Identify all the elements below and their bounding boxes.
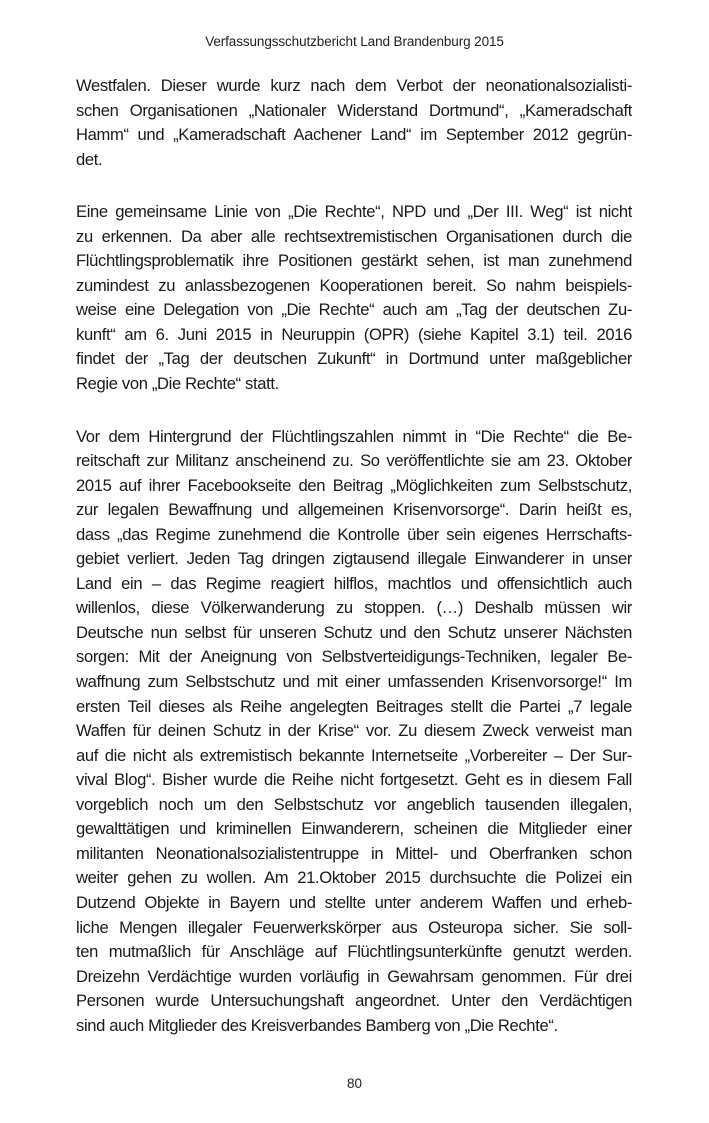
text-line: zu erkennen. Da aber alle rechtsextremistischen Organisationen durch die xyxy=(76,226,632,246)
page-header: Verfassungsschutzbericht Land Brandenburg 2015 xyxy=(205,34,504,49)
text-line: Regie von „Die Rechte“ statt. xyxy=(76,374,279,394)
paragraph-1 xyxy=(76,74,632,172)
paragraph-spacer xyxy=(76,172,632,200)
text-line: Flüchtlingsproblematik ihre Positionen gestärkt sehen, ist man zunehmend xyxy=(76,251,632,271)
text-line: weiter gehen zu wollen. Am 21.Oktober 2015 durchsuchte die Polizei ein xyxy=(76,868,632,888)
text-line: vival Blog“. Bisher wurde die Reihe nicht fortgesetzt. Geht es in diesem Fall xyxy=(76,770,632,790)
text-line: waffnung zum Selbstschutz und mit einer umfassenden Krisenvorsorge!“ Im xyxy=(76,672,632,692)
page-number: 80 xyxy=(346,1076,363,1091)
text-line: dass „das Regime zunehmend die Kontrolle über sein eigenes Herrschafts- xyxy=(76,524,632,544)
text-line: Vor dem Hintergrund der Flüchtlingszahlen nimmt in “Die Rechte“ die Be- xyxy=(76,426,632,446)
text-line: auf die nicht als extremistisch bekannte Internetseite „Vorbereiter – Der Sur- xyxy=(76,745,632,765)
text-line: Land ein – das Regime reagiert hilflos, machtlos und offensichtlich auch xyxy=(76,573,632,593)
text-line: zumindest zu anlassbezogenen Kooperationen bereit. So nahm beispiels- xyxy=(76,275,632,295)
text-line: Westfalen. Dieser wurde kurz nach dem Verbot der neonationalsozialisti- xyxy=(76,76,632,95)
text-line: sorgen: Mit der Aneignung von Selbstverteidigungs-Techniken, legaler Be- xyxy=(76,647,632,667)
text-line: gebiet verliert. Jeden Tag dringen zigtausend illegale Einwanderer in unser xyxy=(76,549,632,569)
text-line: Personen wurde Untersuchungshaft angeordnet. Unter den Verdächtigen xyxy=(76,991,632,1011)
text-line: vorgeblich noch um den Selbstschutz vor angeblich tausenden illegalen, xyxy=(76,794,632,814)
paragraph-2 xyxy=(76,200,632,396)
text-line: reitschaft zur Militanz anscheinend zu. So veröffentlichte sie am 23. Oktober xyxy=(76,451,632,471)
text-line: liche Mengen illegaler Feuerwerkskörper aus Osteuropa sicher. Sie soll- xyxy=(76,917,632,937)
text-line: militanten Neonationalsozialistentruppe in Mittel- und Oberfranken schon xyxy=(76,843,632,863)
text-line: sind auch Mitglieder des Kreisverbandes Bamberg von „Die Rechte“. xyxy=(76,1015,558,1035)
text-line: det. xyxy=(76,149,103,169)
text-line: Hamm“ und „Kameradschaft Aachener Land“ im September 2012 gegrün- xyxy=(76,125,632,145)
text-line: zur legalen Bewaffnung und allgemeinen Krisenvorsorge“. Darin heißt es, xyxy=(76,500,632,520)
text-line: Dutzend Objekte in Bayern und stellte unter anderem Waffen und erheb- xyxy=(76,892,632,912)
text-line: willenlos, diese Völkerwanderung zu stoppen. (…) Deshalb müssen wir xyxy=(76,598,632,618)
text-line: schen Organisationen „Nationaler Widerstand Dortmund“, „Kameradschaft xyxy=(76,100,632,120)
text-line: 2015 auf ihrer Facebookseite den Beitrag „Möglichkeiten zum Selbstschutz, xyxy=(76,475,632,495)
text-line: gewalttätigen und kriminellen Einwanderern, scheinen die Mitglieder einer xyxy=(76,819,632,839)
text-line: findet der „Tag der deutschen Zukunft“ in Dortmund unter maßgeblicher xyxy=(76,349,632,369)
paragraph-spacer xyxy=(76,397,632,425)
text-line: Waffen für deinen Schutz in der Krise“ vor. Zu diesem Zweck verweist man xyxy=(76,721,632,741)
text-line: ten mutmaßlich für Anschläge auf Flüchtlingsunterkünfte genutzt werden. xyxy=(76,942,632,962)
text-line: Dreizehn Verdächtige wurden vorläufig in Gewahrsam genommen. Für drei xyxy=(76,966,632,986)
text-line: kunft“ am 6. Juni 2015 in Neuruppin (OPR) (siehe Kapitel 3.1) teil. 2016 xyxy=(76,324,632,344)
paragraph-3 xyxy=(76,425,632,1039)
text-line: ersten Teil dieses als Reihe angelegten Beitrages stellt die Partei „7 legale xyxy=(76,696,632,716)
text-line: Eine gemeinsame Linie von „Die Rechte“, NPD und „Der III. Weg“ ist nicht xyxy=(76,202,632,222)
text-line: weise eine Delegation von „Die Rechte“ auch am „Tag der deutschen Zu- xyxy=(76,300,632,320)
document-body xyxy=(76,74,632,1038)
text-line: Deutsche nun selbst für unseren Schutz und den Schutz unserer Nächsten xyxy=(76,622,632,642)
